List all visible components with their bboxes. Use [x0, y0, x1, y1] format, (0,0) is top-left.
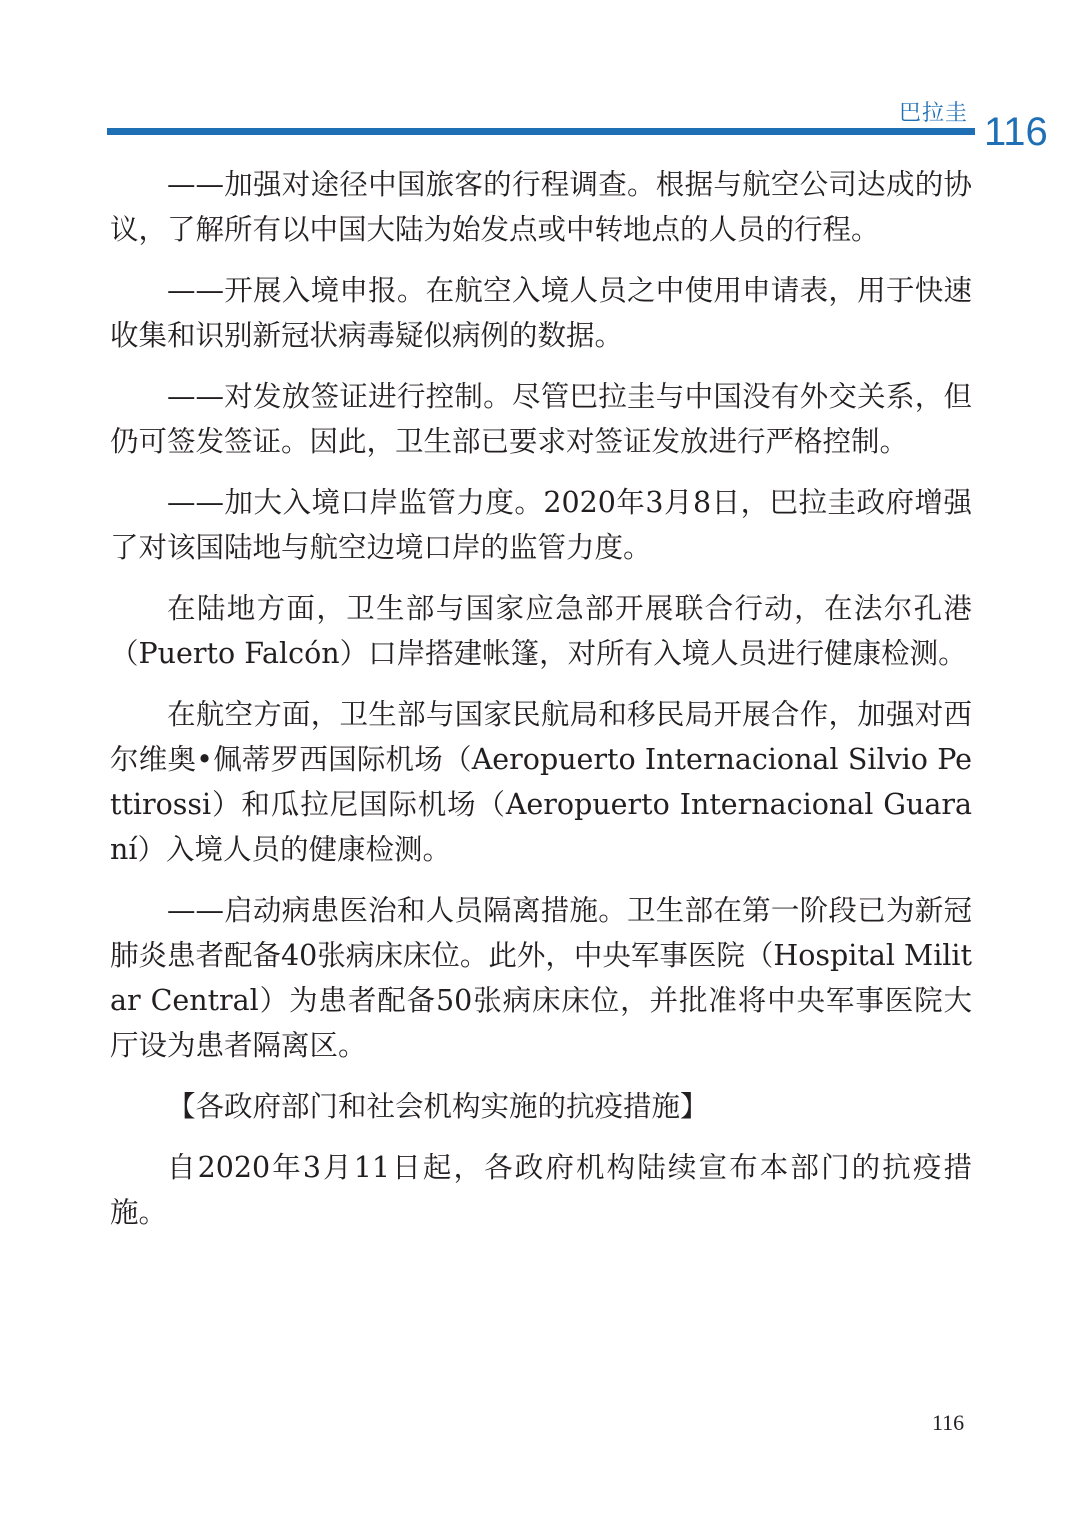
header-country-label: 巴拉圭: [898, 101, 968, 126]
paragraph: 在陆地方面，卫生部与国家应急部开展联合行动，在法尔孔港（Puerto Falcón）口岸搭建帐篷，对所有入境人员进行健康检测。: [110, 592, 972, 670]
paragraph: 自2020年3月11日起，各政府机构陆续宣布本部门的抗疫措施。: [110, 1151, 972, 1229]
paragraph: 在航空方面，卫生部与国家民航局和移民局开展合作，加强对西尔维奥•佩蒂罗西国际机场（Aeropuerto Internacional Silvio Pettirossi）和瓜拉尼国际机场（Aeropuerto Internacional Guaraní）入境人员的健康检测。: [110, 698, 972, 866]
paragraph: ——对发放签证进行控制。尽管巴拉圭与中国没有外交关系，但仍可签发签证。因此，卫生部已要求对签证发放进行严格控制。: [110, 380, 972, 458]
paragraph: ——开展入境申报。在航空入境人员之中使用申请表，用于快速收集和识别新冠状病毒疑似病例的数据。: [110, 274, 972, 352]
paragraph: ——加强对途径中国旅客的行程调查。根据与航空公司达成的协议，了解所有以中国大陆为始发点或中转地点的人员的行程。: [110, 168, 972, 246]
paragraph: ——加大入境口岸监管力度。2020年3月8日，巴拉圭政府增强了对该国陆地与航空边境口岸的监管力度。: [110, 486, 972, 564]
paragraph: ——启动病患医治和人员隔离措施。卫生部在第一阶段已为新冠肺炎患者配备40张病床床位。此外，中央军事医院（Hospital Militar Central）为患者配备50张病床床位，并批准将中央军事医院大厅设为患者隔离区。: [110, 894, 972, 1062]
header-page-number: 116: [984, 110, 1048, 154]
section-heading: 【各政府部门和社会机构实施的抗疫措施】: [167, 1090, 709, 1123]
header-rule: [107, 128, 975, 135]
footer-page-number: 116: [932, 1410, 965, 1435]
page-body: [110, 162, 972, 1251]
